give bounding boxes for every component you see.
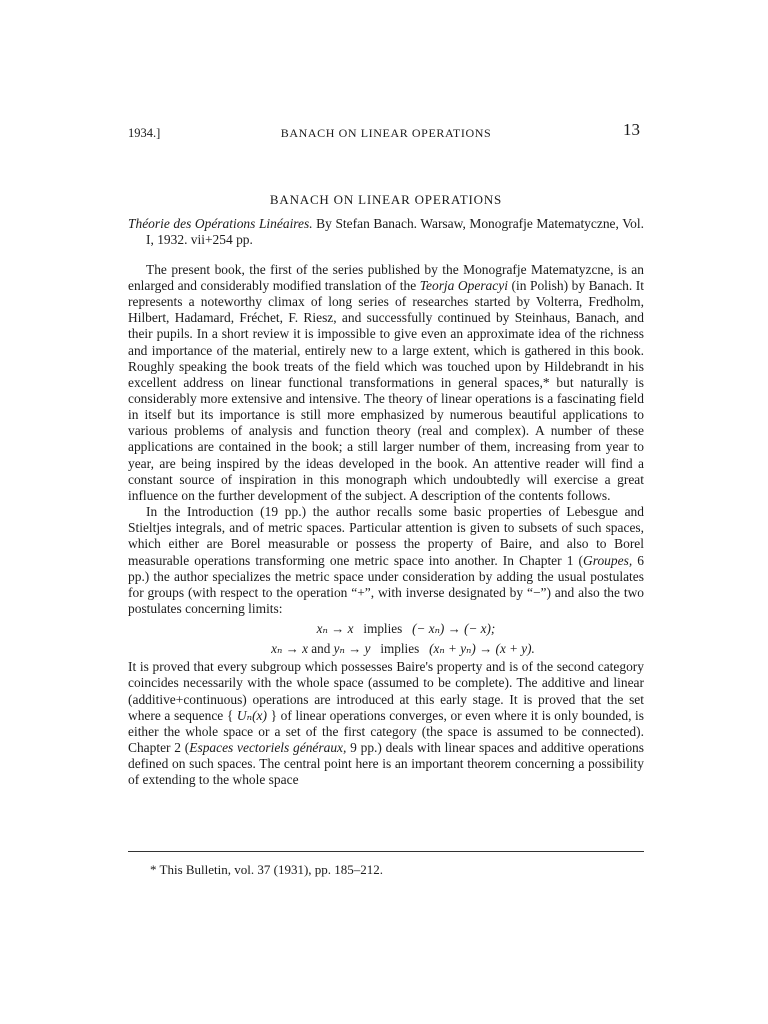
equation-2-lhs: xₙ → x (271, 641, 308, 657)
page (128, 118, 645, 877)
running-head-year: 1934.] (128, 126, 161, 140)
equation-1-implies: implies (363, 621, 403, 637)
equation-2-mid: yₙ → y (333, 641, 371, 657)
book-citation (128, 216, 644, 248)
paragraph-1-italic: Teorja Operacyi (419, 277, 508, 293)
footnote: * This Bulletin, vol. 37 (1931), pp. 185–212. (150, 862, 384, 877)
footnote-rule (128, 851, 644, 852)
article-body (128, 216, 644, 788)
paragraph-2-italic: Groupes, (583, 552, 633, 568)
paragraph-3-italic-b: Espaces vectoriels généraux, (189, 739, 347, 755)
paragraph-1 (128, 262, 644, 504)
paragraph-2 (128, 504, 644, 617)
paragraph-1-text-a: The present book, the first of the series published by the Monografje Matematyzcne, is an enlarged and considerably modified translation of the (128, 261, 644, 293)
review-title: BANACH ON LINEAR OPERATIONS (269, 192, 503, 207)
equation-2-implies: implies (380, 641, 420, 657)
running-head (128, 118, 644, 144)
equation-1-lhs: xₙ → x (316, 621, 354, 637)
paragraph-3 (128, 659, 644, 788)
paragraph-3-text-a: It is proved that every subgroup which possesses Baire's property and is of the second category coincides necessarily with the whole space (assumed to be complete). The additive and linear (additive+continuous) operations are introduced at this early stage. It is proved that the set where a sequence { (128, 659, 644, 723)
page-number: 13 (623, 120, 640, 139)
equation-2-rhs: (xₙ + yₙ) → (x + y). (429, 641, 535, 657)
paragraph-3-italic-a: Uₙ(x) (236, 707, 267, 723)
paragraph-1-text-b: (in Polish) by Banach. It represents a noteworthy climax of long series of researches started by Volterra, Fredholm, Hilbert, Hadamard, Fréchet, F. Riesz, and successfully continued by Steinhaus, Banach, and their pupils. In a short review it is impossible to give even an approximate idea of the richness and importance of the material, entirely new to a large extent, which is gathered in this book. Roughly speaking the book treats of the field which was touched upon by Hildebrandt in his excellent address on linear functional transformations in general spaces,* but naturally is considerably more extensive and intensive. The theory of linear operations is a fascinating field in itself but its importance is still more emphasized by numerous beautiful applications to various problems of analysis and function theory (real and complex). A number of these applications are contained in the book; a still larger number of them, increasing from year to year, are being inspired by the ideas developed in the book. An attentive reader will find a constant source of inspiration in this monograph which undoubtedly will exercise a great influence on the further development of the subject. A description of the contents follows. (128, 277, 644, 503)
paragraph-3-text-b: } of linear operations converges, or even where it is only bounded, is either the whole space or a set of the first category (the space is assumed to be connected). Chapter 2 ( (128, 707, 644, 755)
paragraph-2-text-b: 6 pp.) the author specializes the metric space under consideration by adding the usual postulates for groups (with respect to the operation “+”, with inverse designated by “−”) and also the two postulates concerning limits: (128, 552, 645, 617)
equation-2 (162, 639, 644, 659)
book-title: Théorie des Opérations Linéaires. (128, 216, 313, 231)
equation-1-rhs: (− xₙ) → (− x); (412, 621, 496, 637)
paragraph-3-text-c: 9 pp.) deals with linear spaces and additive operations defined on such spaces. The central point here is an important theorem concerning a possibility of extending to the whole space (128, 739, 645, 788)
book-details: By Stefan Banach. Warsaw, Monografje Matematyczne, Vol. I, 1932. vii+254 pp. (146, 216, 644, 248)
paragraph-2-text-a: In the Introduction (19 pp.) the author recalls some basic properties of Lebesgue and Stieltjes integrals, and of metric spaces. Particular attention is given to subsets of such spaces, which either are Borel measurable or possess the property of Baire, and also to Borel measurable operations transforming one metric space into another. In Chapter 1 ( (128, 504, 644, 568)
equation-1 (168, 619, 644, 639)
equation-2-and: and (311, 641, 331, 657)
running-head-title: BANACH ON LINEAR OPERATIONS (280, 126, 492, 140)
